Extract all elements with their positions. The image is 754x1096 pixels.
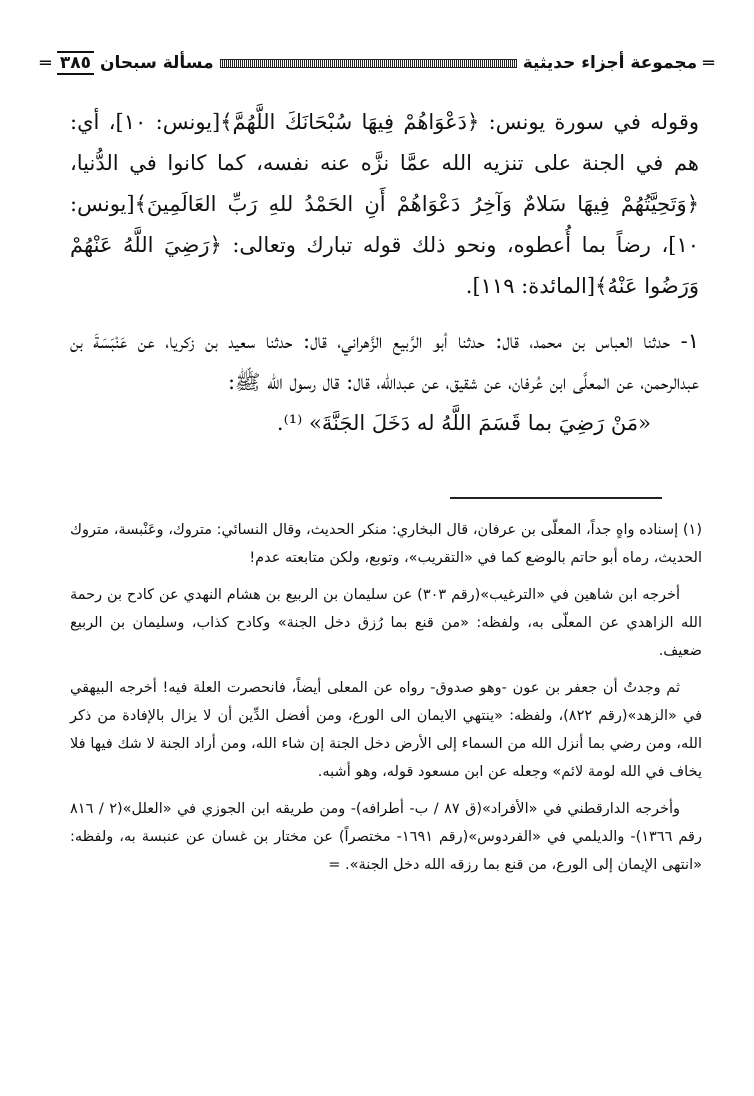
chapter-title: مسألة سبحان bbox=[99, 53, 214, 73]
header-rule bbox=[220, 59, 517, 68]
main-text bbox=[70, 102, 699, 444]
footnote-paragraph: وأخرجه الدارقطني في «الأفراد»(ق ٨٧ / ب- أطرافه)- ومن طريقه ابن الجوزي في «العلل»(٢ / ٨١٦ رقم ١٣٦٦)- والديلمي في «الفردوس»(رقم ١٦٩١- مختصراً) عن مختار بن غسان عن عنبسة به، ولفظه: «انتهى الإيمان إلى الورع، من قنع بما رزقه الله دخل الجنة». = bbox=[70, 801, 702, 873]
page-header bbox=[40, 50, 714, 76]
footnotes bbox=[70, 516, 702, 888]
footnote-paragraph: أخرجه ابن شاهين في «الترغيب»(رقم ٣٠٣) عن سليمان بن الربيع بن هشام النهدي عن كادح بن رحمة الله الزاهدي عن المعلّى به، ولفظه: «من قنع بما رُزق دخل الجنة» وكادح كذاب، وسليمان بن الربيع ضعيف. bbox=[70, 587, 702, 659]
footnote-paragraph: ثم وجدتُ أن جعفر بن عون -وهو صدوق- رواه عن المعلى أيضاً، فانحصرت العلة فيه! أخرجه البيهقي في «الزهد»(رقم ٨٢٢)، ولفظه: «ينتهي الايمان الى الورع، ومن أفضل الدِّين أن لا يزال بالإفادة من ذكر الله، ومن رضي بما أنزل الله من السماء إلى الأرض دخل الجنة إن شاء الله، ومن أراد الجنة لا شك فيها فلا يخاف في الله لومة لائم» وجعله عن ابن مسعود قوله، وهو أشبه. bbox=[70, 680, 702, 780]
hadith-isnad: ١- حدثنا العباس بن محمد، قال: حدثنا أبو الرَّبيع الزَّهراني، قال: حدثنا سعيد بن زكريا، عن عَنْبَسَةَ بن عبدالرحمن، عن المعلَّى ابن عُرفان، عن شقيق، عن عبدالله، قال: قال رسول الله ﷺ: bbox=[70, 329, 699, 394]
header-dash-end: ═ bbox=[40, 52, 51, 74]
page-number: ٣٨٥ bbox=[57, 51, 94, 75]
hadith-matn: «مَنْ رَضِيَ بما قَسَمَ اللَّهُ له دَخَلَ الجَنَّةَ» ⁽¹⁾. bbox=[276, 411, 651, 435]
intro-paragraph: وقوله في سورة يونس: ﴿دَعْوَاهُمْ فِيهَا سُبْحَانَكَ اللَّهُمَّ﴾[يونس: ١٠]، أي: هم في الجنة على تنزيه الله عمَّا نزَّه عنه نفسه، كما كانوا في الدُّنيا، ﴿وَتَحِيَّتُهُمْ فِيهَا سَلامٌ وَآخِرُ دَعْوَاهُمْ أَنِ الحَمْدُ للهِ رَبِّ العَالَمِينَ﴾[يونس: ١٠]، رضاً بما أُعطوه، ونحو ذلك قوله تبارك وتعالى: ﴿رَضِيَ اللَّهُ عَنْهُمْ وَرَضُوا عَنْهُ﴾[المائدة: ١١٩]. bbox=[70, 110, 699, 298]
book-title: مجموعة أجزاء حديثية bbox=[522, 53, 698, 73]
header-dash: ═ bbox=[703, 52, 714, 74]
footnote-paragraph: (١) إسناده واهٍ جداً، المعلّى بن عرفان، قال البخاري: منكر الحديث، وقال النسائي: متروك، وعَنْبسة، متروك الحديث، رماه أبو حاتم بالوضع كما في «التقريب»، وتوبع، ولكن متابعته عدم! bbox=[70, 522, 702, 566]
footnote-separator bbox=[450, 497, 662, 499]
